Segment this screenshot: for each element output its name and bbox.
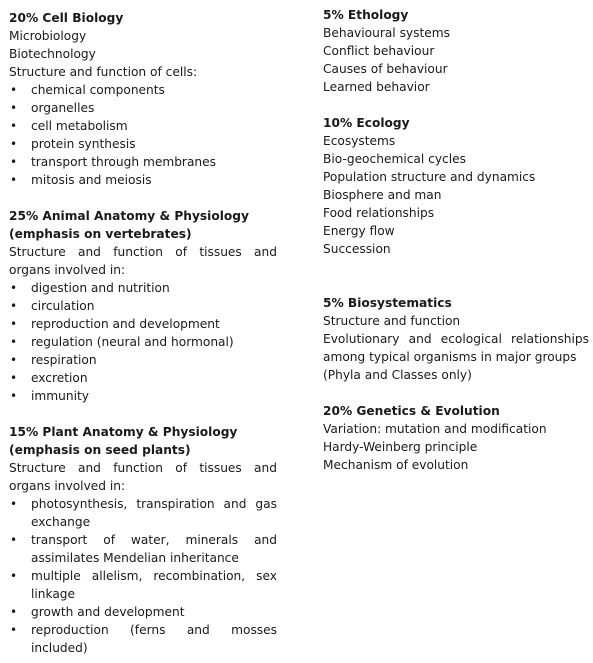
topic-line: Variation: mutation and modification xyxy=(323,422,547,436)
bullet-icon: • xyxy=(10,569,18,583)
topic-line: Causes of behaviour xyxy=(323,62,448,76)
section-heading: 20% Genetics & Evolution xyxy=(323,404,500,418)
topic-line: Conflict behaviour xyxy=(323,44,435,58)
topic-line: Ecosystems xyxy=(323,134,396,148)
bullet-item: • circulation xyxy=(10,299,95,313)
section-heading: 15% Plant Anatomy & Physiology xyxy=(9,425,238,439)
section-animal-anatomy xyxy=(9,207,277,405)
topic-line: Population structure and dynamics xyxy=(323,170,536,184)
bullet-item: • regulation (neural and hormonal) xyxy=(10,335,234,349)
topic-line: Food relationships xyxy=(323,206,435,220)
section-heading: 25% Animal Anatomy & Physiology xyxy=(9,209,249,223)
section-biosystematics xyxy=(323,294,589,384)
bullet-item: • organelles xyxy=(10,101,95,115)
left-column xyxy=(9,9,277,657)
topic-line: Biotechnology xyxy=(9,47,96,61)
bullet-item: • photosynthesis, transpiration and gas exchange xyxy=(10,497,277,529)
bullet-list xyxy=(9,495,277,657)
bullet-icon: • xyxy=(10,299,18,313)
topic-note: (Phyla and Classes only) xyxy=(323,368,472,382)
bullet-icon: • xyxy=(10,137,18,151)
bullet-item: • growth and development xyxy=(10,605,185,619)
section-ecology xyxy=(323,114,589,258)
bullet-item: • transport of water, minerals and assimilates Mendelian inheritance xyxy=(10,533,277,565)
topic-line: Structure and function xyxy=(323,314,461,328)
bullet-icon: • xyxy=(10,155,18,169)
bullet-list xyxy=(9,81,277,189)
bullet-item: • digestion and nutrition xyxy=(10,281,170,295)
bullet-list xyxy=(9,279,277,405)
section-cell-biology xyxy=(9,9,277,189)
section-heading: 10% Ecology xyxy=(323,116,410,130)
bullet-item: • multiple allelism, recombination, sex linkage xyxy=(10,569,277,601)
bullet-icon: • xyxy=(10,353,18,367)
bullet-item: • cell metabolism xyxy=(10,119,128,133)
topic-line: Succession xyxy=(323,242,391,256)
bullet-icon: • xyxy=(10,605,18,619)
topic-line: Structure and function of cells: xyxy=(9,65,198,79)
bullet-item: • reproduction and development xyxy=(10,317,220,331)
bullet-icon: • xyxy=(10,533,18,547)
bullet-icon: • xyxy=(10,83,18,97)
topic-line: Biosphere and man xyxy=(323,188,442,202)
bullet-item: • excretion xyxy=(10,371,88,385)
bullet-icon: • xyxy=(10,119,18,133)
bullet-item: • respiration xyxy=(10,353,97,367)
bullet-item: • reproduction (ferns and mosses included) xyxy=(10,623,277,655)
right-column xyxy=(323,6,589,474)
bullet-icon: • xyxy=(10,101,18,115)
bullet-item: • immunity xyxy=(10,389,89,403)
topic-line: Bio-geochemical cycles xyxy=(323,152,466,166)
bullet-icon: • xyxy=(10,281,18,295)
topic-paragraph: Evolutionary and ecological relationships among typical organisms in major groups xyxy=(323,332,589,364)
bullet-item: • protein synthesis xyxy=(10,137,136,151)
bullet-icon: • xyxy=(10,317,18,331)
section-genetics-evolution xyxy=(323,402,589,474)
bullet-item: • chemical components xyxy=(10,83,165,97)
bullet-icon: • xyxy=(10,335,18,349)
topic-line: Hardy-Weinberg principle xyxy=(323,440,478,454)
topic-line: Behavioural systems xyxy=(323,26,450,40)
section-ethology xyxy=(323,6,589,96)
topic-line: Mechanism of evolution xyxy=(323,458,469,472)
bullet-item: • mitosis and meiosis xyxy=(10,173,152,187)
bullet-icon: • xyxy=(10,371,18,385)
bullet-icon: • xyxy=(10,623,18,637)
section-heading: 5% Ethology xyxy=(323,8,409,22)
bullet-icon: • xyxy=(10,389,18,403)
section-subheading: (emphasis on seed plants) xyxy=(9,443,191,457)
bullet-item: • transport through membranes xyxy=(10,155,216,169)
topic-line: Energy flow xyxy=(323,224,395,238)
bullet-icon: • xyxy=(10,497,18,511)
section-heading: 20% Cell Biology xyxy=(9,11,124,25)
section-intro: Structure and function of tissues and organs involved in: xyxy=(9,461,277,493)
section-heading: 5% Biosystematics xyxy=(323,296,452,310)
topic-line: Learned behavior xyxy=(323,80,430,94)
section-plant-anatomy xyxy=(9,423,277,657)
section-subheading: (emphasis on vertebrates) xyxy=(9,227,192,241)
topic-line: Microbiology xyxy=(9,29,87,43)
bullet-icon: • xyxy=(10,173,18,187)
section-intro: Structure and function of tissues and organs involved in: xyxy=(9,245,277,277)
